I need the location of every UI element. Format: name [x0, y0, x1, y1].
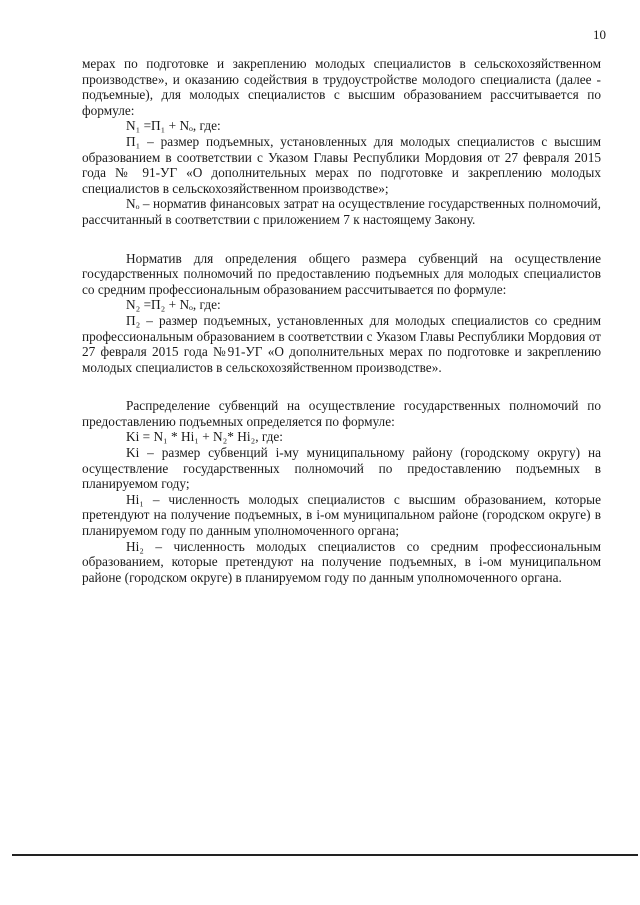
paragraph-gap: [82, 375, 601, 398]
page-number: 10: [593, 27, 606, 42]
paragraph-gap: [82, 228, 601, 251]
formula-n1: N₁ =П₁ + Nₒ, где:: [126, 118, 221, 134]
formula-n2: N₂ =П₂ + Nₒ, где:: [126, 297, 221, 313]
footer-divider: [12, 854, 638, 856]
paragraph-continuation: мерах по подготовке и закреплению молодых специалистов в сельскохозяйственном производстве», и оказанию содействия в трудоустройстве молодого специалиста (далее - подъемные), для молодых специалистов с высшим образованием рассчитывается по формуле:: [82, 56, 601, 118]
formula-ki: Ki = N₁ * Hi₁ + N₂* Hi₂, где:: [126, 429, 284, 445]
document-body: [82, 56, 601, 585]
definition-p2: П₂ – размер подъемных, установленных для молодых специалистов со средним профессиональным образованием в соответствии с Указом Главы Республики Мордовия от 27 февраля 2015 года №91-УГ «О дополнительных мерах по подготовке и закреплению молодых специалистов в сельскохозяйственном производстве».: [82, 312, 601, 375]
definition-hi2: Hi₂ – численность молодых специалистов со средним профессиональным образованием, которые претендуют на получение подъемных, в i-ом муниципальном районе (городском округе) в планируемом году по данным уполномоченного органа.: [82, 538, 601, 585]
paragraph-normative-secondary: Норматив для определения общего размера субвенций на осуществление государственных полномочий по предоставлению подъемных для молодых специалистов со средним профессиональным образованием рассчитывается по формуле:: [82, 250, 601, 297]
definition-no: Nₒ – норматив финансовых затрат на осуществление государственных полномочий, рассчитанный в соответствии с приложением 7 к настоящему Закону.: [82, 196, 601, 227]
definition-p1: П₁ – размер подъемных, установленных для молодых специалистов с высшим образованием в соответствии с Указом Главы Республики Мордовия от 27 февраля 2015 года № 91-УГ «О дополнительных мерах по подготовке и закреплению молодых специалистов в сельскохозяйственном производстве»;: [82, 133, 601, 196]
definition-ki: Ki – размер субвенций i-му муниципальному району (городскому округу) на осуществление государственных полномочий по предоставлению подъемных в планируемом году;: [82, 445, 601, 492]
definition-hi1: Hi₁ – численность молодых специалистов с высшим образованием, которые претендуют на получение подъемных, в i-ом муниципальном районе (городском округе) в планируемом году по данным уполномоченного органа;: [82, 491, 601, 539]
paragraph-distribution: Распределение субвенций на осуществление государственных полномочий по предоставлению подъемных определяется по формуле:: [82, 398, 601, 429]
